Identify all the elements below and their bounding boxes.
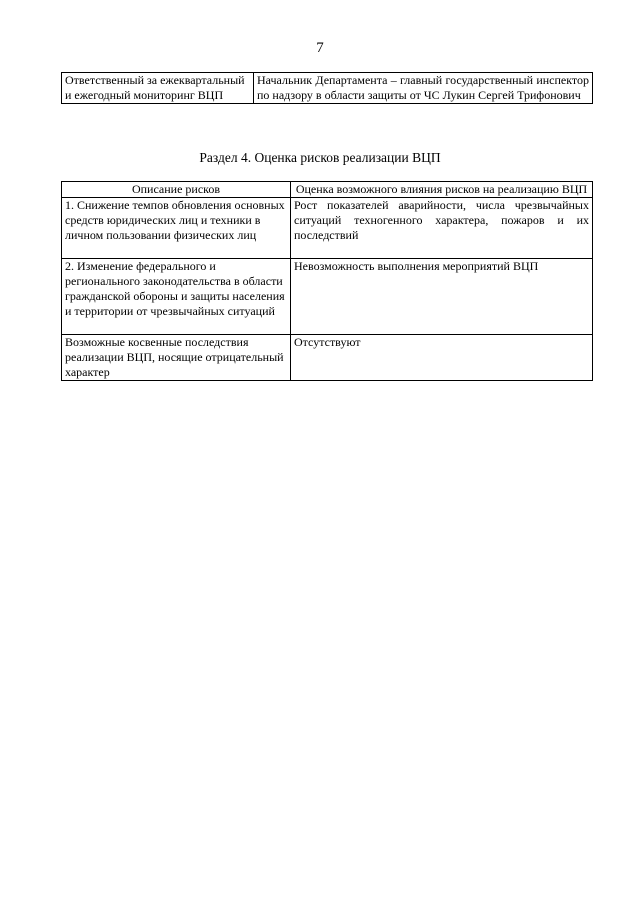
risk-table <box>61 181 593 381</box>
page-number: 7 <box>316 40 324 56</box>
column-header-description: Описание рисков <box>62 182 291 198</box>
risk-description: Возможные косвенные последствия реализации ВЦП, носящие отрицательный характер <box>62 335 291 381</box>
risk-impact: Рост показателей аварийности, числа чрезвычайных ситуаций техногенного характера, пожаров и их последствий <box>291 198 593 259</box>
responsible-value: Начальник Департамента – главный государственный инспектор по надзору в области защиты от ЧС Лукин Сергей Трифонович <box>254 73 593 104</box>
table-row <box>62 198 593 259</box>
risk-description: 2. Изменение федерального и регионального законодательства в области гражданской обороны и защиты населения и территории от чрезвычайных ситуаций <box>62 259 291 335</box>
table-row <box>62 73 593 104</box>
column-header-impact: Оценка возможного влияния рисков на реализацию ВЦП <box>291 182 593 198</box>
section-title: Раздел 4. Оценка рисков реализации ВЦП <box>199 150 441 165</box>
risk-impact: Невозможность выполнения мероприятий ВЦП <box>291 259 593 335</box>
risk-description: 1. Снижение темпов обновления основных средств юридических лиц и техники в личном пользовании физических лиц <box>62 198 291 259</box>
responsible-label: Ответственный за ежеквартальный и ежегодный мониторинг ВЦП <box>62 73 254 104</box>
responsible-table <box>61 72 593 104</box>
risk-impact: Отсутствуют <box>291 335 593 381</box>
table-row <box>62 335 593 381</box>
risk-table-header <box>62 182 593 198</box>
table-row <box>62 259 593 335</box>
